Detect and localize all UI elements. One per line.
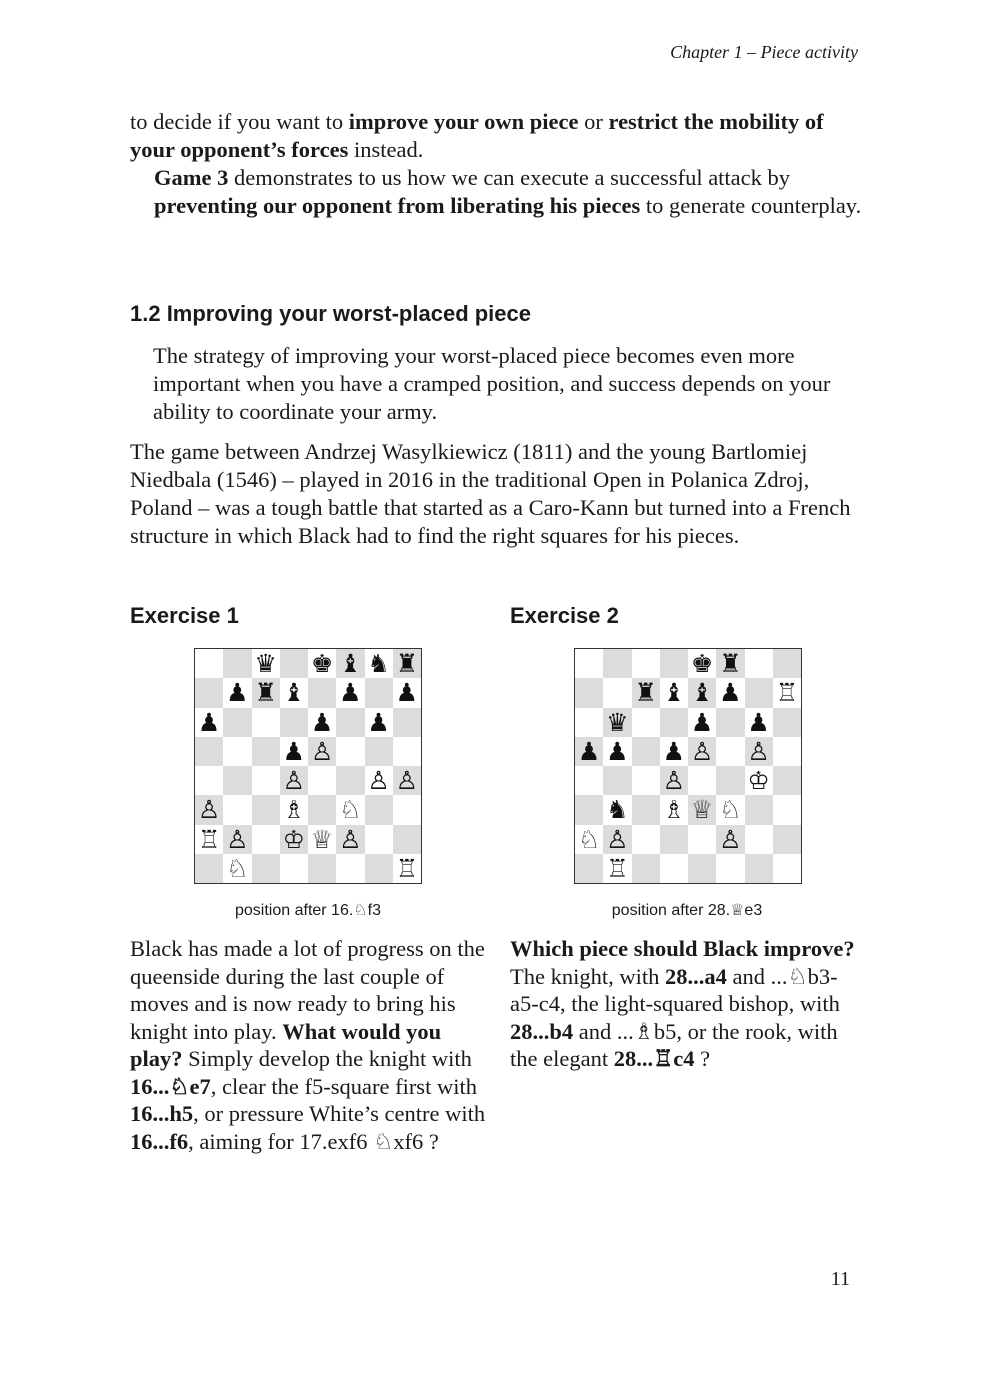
chess-piece-icon: ♙ xyxy=(395,766,419,796)
square-b1 xyxy=(223,854,251,883)
chess-piece-icon: ♙ xyxy=(226,824,249,854)
square-a7 xyxy=(575,678,603,707)
square-a3 xyxy=(195,795,223,824)
square-f5 xyxy=(336,737,364,766)
square-g1 xyxy=(365,854,393,883)
chess-piece-icon: ♞ xyxy=(606,795,629,825)
chess-piece-icon: ♚ xyxy=(310,649,334,679)
intro-paragraph-1 xyxy=(130,108,865,164)
square-e3 xyxy=(308,795,336,824)
bold-text-run: improve your own piece xyxy=(348,109,579,134)
square-a4 xyxy=(195,766,223,795)
square-a5 xyxy=(195,737,223,766)
square-a2 xyxy=(195,825,223,854)
square-h6 xyxy=(773,708,801,737)
square-h7 xyxy=(393,678,421,707)
square-e8 xyxy=(688,649,716,678)
square-c1 xyxy=(252,854,280,883)
chess-piece-icon: ♞ xyxy=(367,649,390,679)
square-h2 xyxy=(393,825,421,854)
square-e4 xyxy=(308,766,336,795)
text-run: Black has made a lot of progress on the queenside during the last couple of moves and is now ready to bring his knight into play. xyxy=(130,936,485,1044)
square-e5 xyxy=(308,737,336,766)
chess-piece-icon: ♗ xyxy=(662,795,686,825)
square-a4 xyxy=(575,766,603,795)
square-c6 xyxy=(632,708,660,737)
chess-board-exercise-1 xyxy=(194,648,422,884)
square-f6 xyxy=(716,708,744,737)
square-h3 xyxy=(773,795,801,824)
chess-piece-icon: ♔ xyxy=(747,766,770,796)
chess-board-exercise-2 xyxy=(574,648,802,884)
chess-piece-icon: ♙ xyxy=(339,824,362,854)
square-f7 xyxy=(336,678,364,707)
exercise-2-title: Exercise 2 xyxy=(510,603,619,628)
chess-piece-icon: ♔ xyxy=(282,824,306,854)
exercise-2-text xyxy=(510,935,866,1073)
chess-piece-icon: ♘ xyxy=(226,853,249,883)
square-e7 xyxy=(688,678,716,707)
running-head: Chapter 1 – Piece activity xyxy=(670,42,858,62)
bold-text-run: Game 3 xyxy=(154,165,229,190)
chess-piece-icon: ♙ xyxy=(747,736,770,766)
square-h1 xyxy=(393,854,421,883)
square-h4 xyxy=(393,766,421,795)
exercise-1-text xyxy=(130,935,492,1155)
square-f2 xyxy=(716,825,744,854)
square-d2 xyxy=(660,825,688,854)
square-h3 xyxy=(393,795,421,824)
square-f7 xyxy=(716,678,744,707)
square-g3 xyxy=(745,795,773,824)
chess-piece-icon: ♙ xyxy=(310,736,334,766)
chess-piece-icon: ♙ xyxy=(662,766,686,796)
square-g2 xyxy=(365,825,393,854)
square-f4 xyxy=(716,766,744,795)
chess-piece-icon: ♗ xyxy=(282,795,306,825)
text-run: , clear the f5-square first with xyxy=(210,1073,477,1099)
square-g5 xyxy=(745,737,773,766)
chess-piece-icon: ♟ xyxy=(282,736,306,766)
chess-piece-icon: ♝ xyxy=(662,678,686,708)
square-d8 xyxy=(280,649,308,678)
chess-piece-icon: ♕ xyxy=(310,824,334,854)
square-h6 xyxy=(393,708,421,737)
chess-piece-icon: ♟ xyxy=(606,736,629,766)
square-d4 xyxy=(660,766,688,795)
square-h5 xyxy=(393,737,421,766)
square-d7 xyxy=(280,678,308,707)
bold-text-run: 16...♘e7 xyxy=(130,1073,211,1099)
square-c8 xyxy=(252,649,280,678)
chess-piece-icon: ♟ xyxy=(395,678,419,708)
square-g4 xyxy=(745,766,773,795)
square-a8 xyxy=(575,649,603,678)
square-f4 xyxy=(336,766,364,795)
chess-piece-icon: ♜ xyxy=(719,649,742,679)
chess-piece-icon: ♟ xyxy=(719,678,742,708)
square-b6 xyxy=(223,708,251,737)
square-f8 xyxy=(336,649,364,678)
square-b7 xyxy=(223,678,251,707)
square-b4 xyxy=(603,766,631,795)
square-b1 xyxy=(603,854,631,883)
bold-text-run: What would you play? xyxy=(130,1018,442,1071)
square-f6 xyxy=(336,708,364,737)
bold-text-run: Which piece should Black improve? xyxy=(510,936,855,961)
square-g6 xyxy=(745,708,773,737)
chess-piece-icon: ♟ xyxy=(310,707,334,737)
square-f3 xyxy=(716,795,744,824)
square-g7 xyxy=(365,678,393,707)
chess-piece-icon: ♙ xyxy=(197,795,221,825)
square-g8 xyxy=(745,649,773,678)
chess-piece-icon: ♚ xyxy=(690,649,714,679)
chess-piece-icon: ♙ xyxy=(606,824,629,854)
square-c4 xyxy=(252,766,280,795)
chess-piece-icon: ♟ xyxy=(367,707,390,737)
square-e6 xyxy=(688,708,716,737)
chess-piece-icon: ♜ xyxy=(395,649,419,679)
chess-piece-icon: ♘ xyxy=(577,824,601,854)
square-f1 xyxy=(336,854,364,883)
square-c2 xyxy=(252,825,280,854)
square-d1 xyxy=(660,854,688,883)
square-g8 xyxy=(365,649,393,678)
square-b8 xyxy=(223,649,251,678)
text-run: , aiming for 17.exf6 ♘xf6 ? xyxy=(188,1128,439,1154)
square-h2 xyxy=(773,825,801,854)
bold-text-run: restrict the mobility of your opponent’s forces xyxy=(130,109,824,162)
chess-piece-icon: ♙ xyxy=(282,766,306,796)
square-g4 xyxy=(365,766,393,795)
square-h8 xyxy=(393,649,421,678)
square-e4 xyxy=(688,766,716,795)
text-run: ? xyxy=(694,1046,711,1071)
square-e6 xyxy=(308,708,336,737)
bold-text-run: 16...h5 xyxy=(130,1101,194,1126)
chess-piece-icon: ♛ xyxy=(606,707,629,737)
chess-piece-icon: ♖ xyxy=(197,824,221,854)
square-g1 xyxy=(745,854,773,883)
page-number: 11 xyxy=(830,1268,850,1290)
square-e2 xyxy=(688,825,716,854)
text-run: and ...♘b3-a5-c4, the light-squared bishop, with xyxy=(510,963,840,1016)
square-f2 xyxy=(336,825,364,854)
chess-piece-icon: ♘ xyxy=(719,795,742,825)
square-g6 xyxy=(365,708,393,737)
bold-text-run: 28...♖c4 xyxy=(613,1046,695,1071)
square-b3 xyxy=(603,795,631,824)
square-e8 xyxy=(308,649,336,678)
square-b7 xyxy=(603,678,631,707)
square-a1 xyxy=(575,854,603,883)
section-heading: 1.2 Improving your worst-placed piece xyxy=(130,301,531,326)
square-d2 xyxy=(280,825,308,854)
square-d8 xyxy=(660,649,688,678)
square-d5 xyxy=(660,737,688,766)
square-e1 xyxy=(308,854,336,883)
square-d3 xyxy=(280,795,308,824)
bold-text-run: 28...a4 xyxy=(664,963,727,989)
square-g2 xyxy=(745,825,773,854)
chess-piece-icon: ♝ xyxy=(282,678,306,708)
square-a8 xyxy=(195,649,223,678)
bold-text-run: 28...b4 xyxy=(510,1018,574,1044)
square-f1 xyxy=(716,854,744,883)
square-h7 xyxy=(773,678,801,707)
square-e2 xyxy=(308,825,336,854)
square-a6 xyxy=(195,708,223,737)
square-c2 xyxy=(632,825,660,854)
chess-piece-icon: ♛ xyxy=(254,649,277,679)
square-b2 xyxy=(223,825,251,854)
square-c3 xyxy=(632,795,660,824)
square-g7 xyxy=(745,678,773,707)
chess-piece-icon: ♝ xyxy=(690,678,714,708)
square-c7 xyxy=(632,678,660,707)
text-run: and ...♗b5, or the rook, with the elegant xyxy=(510,1018,838,1071)
chess-piece-icon: ♟ xyxy=(226,678,249,708)
square-b8 xyxy=(603,649,631,678)
square-f3 xyxy=(336,795,364,824)
chess-piece-icon: ♟ xyxy=(747,707,770,737)
text-run: to decide if you want to xyxy=(130,109,349,134)
square-b6 xyxy=(603,708,631,737)
square-c5 xyxy=(252,737,280,766)
square-h1 xyxy=(773,854,801,883)
square-a3 xyxy=(575,795,603,824)
chess-piece-icon: ♖ xyxy=(395,853,419,883)
intro-paragraph-2 xyxy=(130,164,889,220)
square-d7 xyxy=(660,678,688,707)
square-c1 xyxy=(632,854,660,883)
text-run: demonstrates to us how we can execute a successful attack by xyxy=(228,165,791,190)
square-c3 xyxy=(252,795,280,824)
chess-piece-icon: ♜ xyxy=(254,678,277,708)
chess-piece-icon: ♙ xyxy=(690,736,714,766)
chess-piece-icon: ♟ xyxy=(662,736,686,766)
square-d6 xyxy=(660,708,688,737)
square-h5 xyxy=(773,737,801,766)
square-h8 xyxy=(773,649,801,678)
exercise-2-caption: position after 28.♕e3 xyxy=(611,902,763,919)
square-f8 xyxy=(716,649,744,678)
square-b4 xyxy=(223,766,251,795)
square-c8 xyxy=(632,649,660,678)
text-run: The knight, with xyxy=(510,963,665,989)
chess-piece-icon: ♙ xyxy=(719,824,742,854)
square-f5 xyxy=(716,737,744,766)
chess-piece-icon: ♕ xyxy=(690,795,714,825)
square-h4 xyxy=(773,766,801,795)
square-d4 xyxy=(280,766,308,795)
square-b2 xyxy=(603,825,631,854)
square-a5 xyxy=(575,737,603,766)
square-b5 xyxy=(223,737,251,766)
section-quote: The strategy of improving your worst-placed piece becomes even more important when you have a cramped position, and success depends on your ability to coordinate your army. xyxy=(153,343,831,424)
text-run: , or pressure White’s centre with xyxy=(193,1101,486,1126)
square-e5 xyxy=(688,737,716,766)
chess-piece-icon: ♟ xyxy=(690,707,714,737)
chess-piece-icon: ♜ xyxy=(634,678,657,708)
square-c5 xyxy=(632,737,660,766)
square-d5 xyxy=(280,737,308,766)
square-a6 xyxy=(575,708,603,737)
chess-piece-icon: ♝ xyxy=(339,649,362,679)
text-run: or xyxy=(578,109,609,134)
chess-piece-icon: ♙ xyxy=(367,766,390,796)
square-c7 xyxy=(252,678,280,707)
bold-text-run: preventing our opponent from liberating his pieces xyxy=(154,193,641,218)
chess-piece-icon: ♟ xyxy=(339,678,362,708)
chess-piece-icon: ♘ xyxy=(339,795,362,825)
square-c6 xyxy=(252,708,280,737)
exercise-1-caption: position after 16.♘f3 xyxy=(235,902,381,919)
square-e1 xyxy=(688,854,716,883)
square-d1 xyxy=(280,854,308,883)
square-a2 xyxy=(575,825,603,854)
square-b5 xyxy=(603,737,631,766)
square-e3 xyxy=(688,795,716,824)
square-d6 xyxy=(280,708,308,737)
square-g3 xyxy=(365,795,393,824)
bold-text-run: 16...f6 xyxy=(130,1128,189,1154)
text-run: to generate counterplay. xyxy=(640,193,862,218)
chess-piece-icon: ♖ xyxy=(775,678,799,708)
chess-piece-icon: ♖ xyxy=(606,853,629,883)
square-g5 xyxy=(365,737,393,766)
square-a7 xyxy=(195,678,223,707)
chess-piece-icon: ♟ xyxy=(577,736,601,766)
section-body: The game between Andrzej Wasylkiewicz (1811) and the young Bartlomiej Niedbala (1546) – played in 2016 in the traditional Open in Polanica Zdroj, Poland – was a tough battle that started as a Caro-Kann but turned into a French structure in which Black had to find the right squares for his pieces. xyxy=(130,439,851,548)
square-d3 xyxy=(660,795,688,824)
square-e7 xyxy=(308,678,336,707)
chess-piece-icon: ♟ xyxy=(197,707,221,737)
square-a1 xyxy=(195,854,223,883)
square-c4 xyxy=(632,766,660,795)
text-run: Simply develop the knight with xyxy=(182,1046,472,1071)
exercise-1-title: Exercise 1 xyxy=(130,603,239,628)
square-b3 xyxy=(223,795,251,824)
text-run: instead. xyxy=(348,137,424,162)
